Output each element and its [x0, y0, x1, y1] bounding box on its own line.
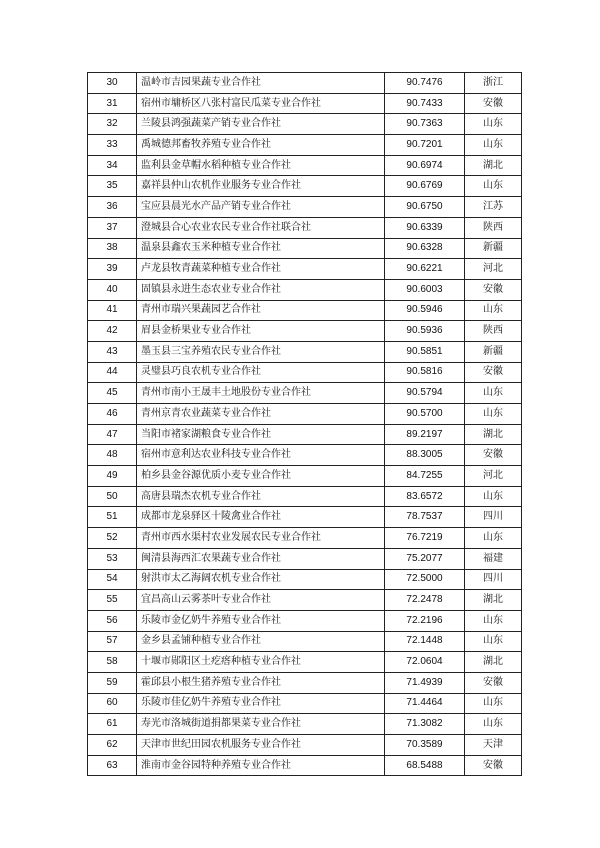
rank-cell: 60 — [88, 693, 137, 714]
rank-cell: 54 — [88, 569, 137, 590]
rank-cell: 34 — [88, 155, 137, 176]
rank-cell: 38 — [88, 238, 137, 259]
rank-cell: 32 — [88, 114, 137, 135]
rank-cell: 46 — [88, 404, 137, 425]
rank-cell: 62 — [88, 735, 137, 756]
table-row — [88, 693, 522, 714]
province-cell: 安徽 — [465, 279, 522, 300]
score-cell: 88.3005 — [385, 445, 465, 466]
province-cell: 安徽 — [465, 362, 522, 383]
province-cell: 浙江 — [465, 73, 522, 94]
table-row — [88, 672, 522, 693]
score-cell: 68.5488 — [385, 755, 465, 776]
rank-cell: 49 — [88, 466, 137, 487]
score-cell: 78.7537 — [385, 507, 465, 528]
cooperative-name-cell: 宝应县晨光水产品产销专业合作社 — [137, 197, 385, 218]
table-row — [88, 238, 522, 259]
province-cell: 湖北 — [465, 155, 522, 176]
cooperative-name-cell: 温泉县鑫农玉米种植专业合作社 — [137, 238, 385, 259]
table-row — [88, 569, 522, 590]
score-cell: 71.4939 — [385, 672, 465, 693]
score-cell: 90.6221 — [385, 259, 465, 280]
rank-cell: 43 — [88, 341, 137, 362]
rank-cell: 31 — [88, 93, 137, 114]
rank-cell: 57 — [88, 631, 137, 652]
cooperative-name-cell: 射洪市太乙海阔农机专业合作社 — [137, 569, 385, 590]
score-cell: 90.7433 — [385, 93, 465, 114]
score-cell: 90.7476 — [385, 73, 465, 94]
province-cell: 安徽 — [465, 93, 522, 114]
province-cell: 山东 — [465, 135, 522, 156]
cooperative-name-cell: 闽清县海西汇农果蔬专业合作社 — [137, 548, 385, 569]
cooperative-name-cell: 霍邱县小根生猪养殖专业合作社 — [137, 672, 385, 693]
rank-cell: 40 — [88, 279, 137, 300]
table-row — [88, 176, 522, 197]
province-cell: 山东 — [465, 631, 522, 652]
score-cell: 72.2196 — [385, 610, 465, 631]
score-cell: 90.5816 — [385, 362, 465, 383]
table-row — [88, 155, 522, 176]
cooperative-name-cell: 寿光市洛城街道捐都果菜专业合作社 — [137, 714, 385, 735]
rank-cell: 63 — [88, 755, 137, 776]
score-cell: 90.6750 — [385, 197, 465, 218]
cooperative-name-cell: 乐陵市佳亿奶牛养殖专业合作社 — [137, 693, 385, 714]
table-row — [88, 755, 522, 776]
province-cell: 湖北 — [465, 652, 522, 673]
province-cell: 安徽 — [465, 755, 522, 776]
cooperative-name-cell: 嘉祥县仲山农机作业服务专业合作社 — [137, 176, 385, 197]
cooperative-name-cell: 天津市世纪田园农机服务专业合作社 — [137, 735, 385, 756]
province-cell: 山东 — [465, 610, 522, 631]
cooperative-name-cell: 禹城德邦畜牧养殖专业合作社 — [137, 135, 385, 156]
table-row — [88, 135, 522, 156]
cooperative-name-cell: 澄城县合心农业农民专业合作社联合社 — [137, 217, 385, 238]
province-cell: 河北 — [465, 466, 522, 487]
table-row — [88, 652, 522, 673]
table-row — [88, 217, 522, 238]
cooperative-name-cell: 宜昌高山云雾茶叶专业合作社 — [137, 590, 385, 611]
rank-cell: 42 — [88, 321, 137, 342]
province-cell: 安徽 — [465, 672, 522, 693]
table-row — [88, 486, 522, 507]
table-row — [88, 300, 522, 321]
table-row — [88, 445, 522, 466]
rank-cell: 47 — [88, 424, 137, 445]
rank-cell: 58 — [88, 652, 137, 673]
province-cell: 山东 — [465, 486, 522, 507]
cooperative-name-cell: 淮南市金谷园特种养殖专业合作社 — [137, 755, 385, 776]
cooperative-name-cell: 青州市瑞兴果蔬园艺合作社 — [137, 300, 385, 321]
table-row — [88, 528, 522, 549]
table-row — [88, 548, 522, 569]
rank-cell: 30 — [88, 73, 137, 94]
score-cell: 71.3082 — [385, 714, 465, 735]
score-cell: 76.7219 — [385, 528, 465, 549]
score-cell: 75.2077 — [385, 548, 465, 569]
cooperative-name-cell: 温岭市吉园果蔬专业合作社 — [137, 73, 385, 94]
score-cell: 90.6328 — [385, 238, 465, 259]
score-cell: 90.7201 — [385, 135, 465, 156]
cooperative-name-cell: 成都市龙泉驿区十陵禽业合作社 — [137, 507, 385, 528]
rank-cell: 52 — [88, 528, 137, 549]
table-row — [88, 404, 522, 425]
province-cell: 陕西 — [465, 321, 522, 342]
rank-cell: 44 — [88, 362, 137, 383]
table-row — [88, 341, 522, 362]
cooperative-name-cell: 监利县金草帽水稻种植专业合作社 — [137, 155, 385, 176]
cooperative-name-cell: 宿州市意利达农业科技专业合作社 — [137, 445, 385, 466]
cooperative-name-cell: 眉县金桥果业专业合作社 — [137, 321, 385, 342]
cooperative-name-cell: 青州市南小王晟丰土地股份专业合作社 — [137, 383, 385, 404]
table-row — [88, 73, 522, 94]
table-row — [88, 362, 522, 383]
rank-cell: 39 — [88, 259, 137, 280]
table-row — [88, 631, 522, 652]
cooperative-name-cell: 宿州市墉桥区八张村富民瓜菜专业合作社 — [137, 93, 385, 114]
table-body — [88, 73, 522, 776]
score-cell: 72.0604 — [385, 652, 465, 673]
score-cell: 84.7255 — [385, 466, 465, 487]
province-cell: 山东 — [465, 404, 522, 425]
cooperative-name-cell: 当阳市褚家湖粮食专业合作社 — [137, 424, 385, 445]
province-cell: 安徽 — [465, 445, 522, 466]
cooperative-name-cell: 柏乡县金谷源优质小麦专业合作社 — [137, 466, 385, 487]
score-cell: 90.5700 — [385, 404, 465, 425]
score-cell: 83.6572 — [385, 486, 465, 507]
score-cell: 90.6339 — [385, 217, 465, 238]
table-row — [88, 259, 522, 280]
province-cell: 江苏 — [465, 197, 522, 218]
score-cell: 90.7363 — [385, 114, 465, 135]
province-cell: 山东 — [465, 693, 522, 714]
cooperative-name-cell: 金乡县孟铺种植专业合作社 — [137, 631, 385, 652]
rank-cell: 51 — [88, 507, 137, 528]
table-row — [88, 383, 522, 404]
province-cell: 山东 — [465, 176, 522, 197]
score-cell: 89.2197 — [385, 424, 465, 445]
cooperative-name-cell: 兰陵县鸿强蔬菜产销专业合作社 — [137, 114, 385, 135]
rank-cell: 56 — [88, 610, 137, 631]
table-row — [88, 197, 522, 218]
score-cell: 90.6974 — [385, 155, 465, 176]
rank-cell: 35 — [88, 176, 137, 197]
cooperative-name-cell: 卢龙县牧青蔬菜种植专业合作社 — [137, 259, 385, 280]
score-cell: 90.5936 — [385, 321, 465, 342]
cooperative-name-cell: 固镇县永进生态农业专业合作社 — [137, 279, 385, 300]
table-row — [88, 507, 522, 528]
province-cell: 山东 — [465, 300, 522, 321]
rank-cell: 36 — [88, 197, 137, 218]
province-cell: 陕西 — [465, 217, 522, 238]
cooperative-name-cell: 灵璧县巧良农机专业合作社 — [137, 362, 385, 383]
rank-cell: 53 — [88, 548, 137, 569]
rank-cell: 37 — [88, 217, 137, 238]
province-cell: 山东 — [465, 528, 522, 549]
province-cell: 湖北 — [465, 590, 522, 611]
province-cell: 山东 — [465, 714, 522, 735]
rank-cell: 41 — [88, 300, 137, 321]
rank-cell: 45 — [88, 383, 137, 404]
table-row — [88, 93, 522, 114]
table-row — [88, 424, 522, 445]
cooperative-name-cell: 乐陵市金亿奶牛养殖专业合作社 — [137, 610, 385, 631]
rank-cell: 50 — [88, 486, 137, 507]
score-cell: 90.5794 — [385, 383, 465, 404]
table-row — [88, 279, 522, 300]
table-row — [88, 735, 522, 756]
rank-cell: 59 — [88, 672, 137, 693]
score-cell: 71.4464 — [385, 693, 465, 714]
table-row — [88, 590, 522, 611]
table-row — [88, 466, 522, 487]
score-cell: 72.5000 — [385, 569, 465, 590]
rank-cell: 61 — [88, 714, 137, 735]
table-row — [88, 610, 522, 631]
province-cell: 福建 — [465, 548, 522, 569]
rank-cell: 55 — [88, 590, 137, 611]
cooperative-name-cell: 高唐县瑞杰农机专业合作社 — [137, 486, 385, 507]
table-row — [88, 114, 522, 135]
cooperative-name-cell: 墨玉县三宝养殖农民专业合作社 — [137, 341, 385, 362]
rank-cell: 48 — [88, 445, 137, 466]
score-cell: 72.1448 — [385, 631, 465, 652]
province-cell: 新疆 — [465, 238, 522, 259]
rank-cell: 33 — [88, 135, 137, 156]
score-cell: 90.6769 — [385, 176, 465, 197]
cooperative-name-cell: 青州京青农业蔬菜专业合作社 — [137, 404, 385, 425]
province-cell: 山东 — [465, 383, 522, 404]
score-cell: 90.6003 — [385, 279, 465, 300]
province-cell: 四川 — [465, 507, 522, 528]
score-cell: 90.5851 — [385, 341, 465, 362]
table-row — [88, 321, 522, 342]
province-cell: 四川 — [465, 569, 522, 590]
cooperative-ranking-table — [87, 72, 522, 776]
score-cell: 90.5946 — [385, 300, 465, 321]
province-cell: 山东 — [465, 114, 522, 135]
province-cell: 天津 — [465, 735, 522, 756]
score-cell: 72.2478 — [385, 590, 465, 611]
score-cell: 70.3589 — [385, 735, 465, 756]
table-row — [88, 714, 522, 735]
cooperative-name-cell: 青州市西水渠村农业发展农民专业合作社 — [137, 528, 385, 549]
province-cell: 河北 — [465, 259, 522, 280]
cooperative-name-cell: 十堰市郧阳区土疙瘩种植专业合作社 — [137, 652, 385, 673]
province-cell: 湖北 — [465, 424, 522, 445]
province-cell: 新疆 — [465, 341, 522, 362]
